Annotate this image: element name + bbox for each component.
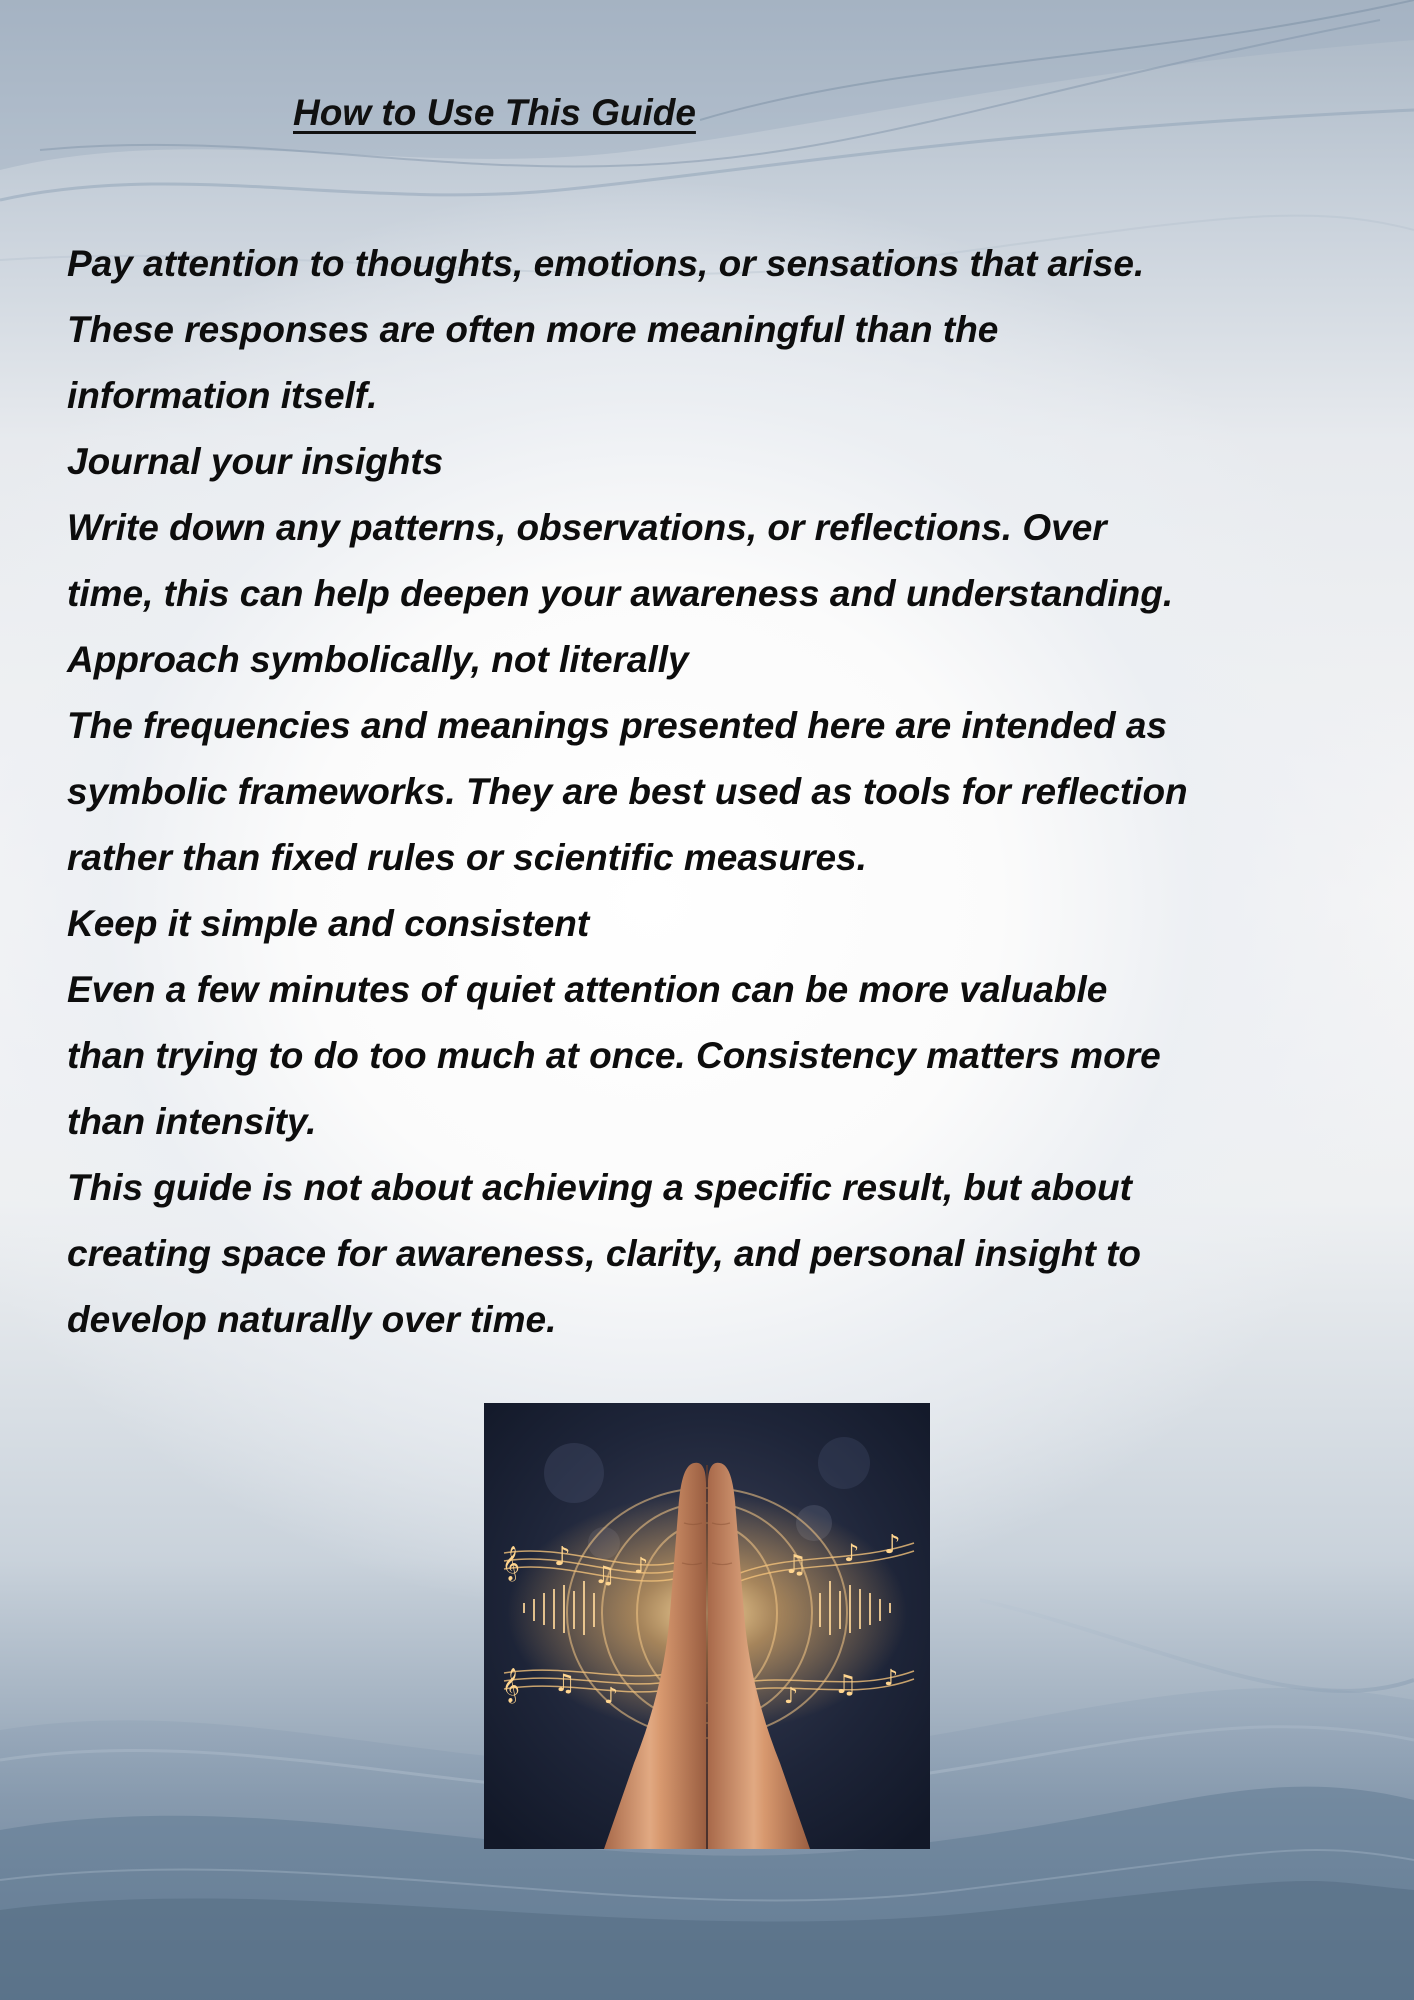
praying-hands-image [484, 1403, 930, 1849]
svg-text:♫: ♫ [594, 1561, 616, 1589]
body-line: Write down any patterns, observations, or reflections. Over [67, 507, 1107, 548]
section-title-simple: Keep it simple and consistent [67, 903, 590, 944]
body-line: symbolic frameworks. They are best used as tools for reflection [67, 771, 1188, 812]
guide-body-text [67, 231, 1367, 1353]
body-line: The frequencies and meanings presented here are intended as [67, 705, 1168, 746]
body-line: than trying to do too much at once. Consistency matters more [67, 1035, 1161, 1076]
svg-text:𝄞: 𝄞 [502, 1668, 520, 1703]
svg-text:♪: ♪ [604, 1684, 619, 1709]
svg-text:♪: ♪ [554, 1542, 571, 1572]
closing-line: This guide is not about achieving a specific result, but about [67, 1167, 1132, 1208]
body-line: time, this can help deepen your awareness and understanding. [67, 573, 1174, 614]
closing-line: develop naturally over time. [67, 1299, 557, 1340]
section-title-symbolic: Approach symbolically, not literally [67, 639, 689, 680]
svg-text:♪: ♪ [884, 1530, 901, 1560]
page-heading: How to Use This Guide [293, 92, 696, 133]
body-line: than intensity. [67, 1101, 317, 1142]
closing-line: creating space for awareness, clarity, and personal insight to [67, 1233, 1142, 1274]
svg-text:♫: ♫ [554, 1669, 576, 1697]
praying-hands-music-icon [484, 1403, 930, 1849]
body-line: information itself. [67, 375, 378, 416]
svg-text:♪: ♪ [884, 1666, 899, 1691]
svg-text:♪: ♪ [634, 1554, 649, 1579]
section-title-journal: Journal your insights [67, 441, 444, 482]
body-line: rather than fixed rules or scientific measures. [67, 837, 867, 878]
svg-text:𝄞: 𝄞 [502, 1546, 520, 1581]
svg-text:♪: ♪ [844, 1539, 860, 1567]
body-line: These responses are often more meaningful than the [67, 309, 999, 350]
svg-text:♪: ♪ [784, 1684, 799, 1709]
body-line: Even a few minutes of quiet attention can be more valuable [67, 969, 1108, 1010]
svg-text:♫: ♫ [834, 1670, 858, 1700]
svg-text:♫: ♫ [784, 1550, 808, 1580]
body-line: Pay attention to thoughts, emotions, or sensations that arise. [67, 243, 1145, 284]
